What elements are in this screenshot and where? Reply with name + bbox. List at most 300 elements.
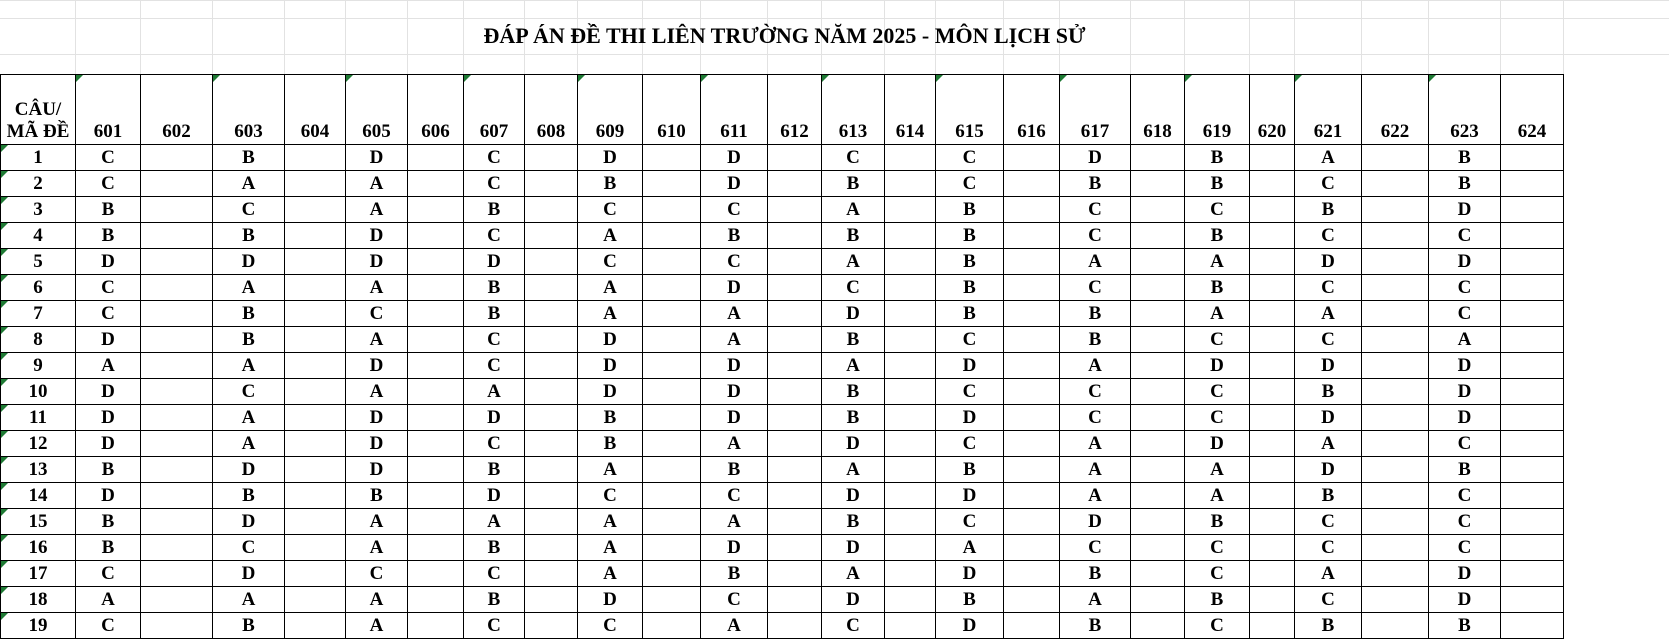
answer-cell[interactable] xyxy=(1250,353,1295,379)
answer-cell[interactable] xyxy=(1004,613,1060,639)
answer-cell[interactable] xyxy=(1004,145,1060,171)
answer-cell[interactable]: A xyxy=(578,301,643,327)
answer-cell[interactable]: C xyxy=(1429,483,1501,509)
answer-cell[interactable]: D xyxy=(822,301,885,327)
answer-cell[interactable] xyxy=(768,249,822,275)
answer-cell[interactable]: C xyxy=(1060,535,1131,561)
answer-cell[interactable] xyxy=(885,613,936,639)
answer-cell[interactable] xyxy=(1004,431,1060,457)
answer-cell[interactable]: A xyxy=(346,535,408,561)
answer-cell[interactable] xyxy=(285,535,346,561)
answer-cell[interactable] xyxy=(768,535,822,561)
answer-cell[interactable] xyxy=(643,457,701,483)
answer-cell[interactable]: A xyxy=(1060,457,1131,483)
answer-cell[interactable]: B xyxy=(822,171,885,197)
answer-cell[interactable] xyxy=(1004,457,1060,483)
answer-cell[interactable] xyxy=(643,509,701,535)
answer-cell[interactable] xyxy=(1131,145,1185,171)
answer-cell[interactable]: C xyxy=(1429,275,1501,301)
answer-cell[interactable] xyxy=(525,275,578,301)
answer-cell[interactable]: D xyxy=(464,405,525,431)
answer-cell[interactable]: D xyxy=(76,327,141,353)
answer-cell[interactable]: C xyxy=(1185,197,1250,223)
answer-cell[interactable]: A xyxy=(578,535,643,561)
answer-cell[interactable] xyxy=(1362,145,1429,171)
answer-cell[interactable]: C xyxy=(936,431,1004,457)
answer-cell[interactable] xyxy=(1004,379,1060,405)
answer-cell[interactable]: A xyxy=(578,275,643,301)
answer-cell[interactable]: D xyxy=(578,327,643,353)
answer-cell[interactable] xyxy=(1131,587,1185,613)
answer-cell[interactable]: C xyxy=(1429,535,1501,561)
answer-cell[interactable]: B xyxy=(76,197,141,223)
answer-cell[interactable] xyxy=(141,171,213,197)
header-code-611[interactable]: 611 xyxy=(701,75,768,145)
answer-cell[interactable]: D xyxy=(701,405,768,431)
answer-cell[interactable]: C xyxy=(464,353,525,379)
answer-cell[interactable]: D xyxy=(822,587,885,613)
answer-cell[interactable] xyxy=(768,379,822,405)
answer-cell[interactable] xyxy=(525,457,578,483)
header-code-617[interactable]: 617 xyxy=(1060,75,1131,145)
answer-cell[interactable] xyxy=(408,171,464,197)
answer-cell[interactable] xyxy=(1501,509,1564,535)
answer-cell[interactable]: A xyxy=(213,353,285,379)
answer-cell[interactable]: A xyxy=(1060,431,1131,457)
answer-cell[interactable] xyxy=(141,275,213,301)
answer-cell[interactable]: C xyxy=(936,327,1004,353)
answer-cell[interactable]: C xyxy=(464,431,525,457)
answer-cell[interactable] xyxy=(408,561,464,587)
answer-cell[interactable]: C xyxy=(1295,509,1362,535)
answer-cell[interactable] xyxy=(768,509,822,535)
answer-cell[interactable] xyxy=(141,249,213,275)
answer-cell[interactable]: D xyxy=(464,249,525,275)
question-number-cell[interactable]: 1 xyxy=(1,145,76,171)
question-number-cell[interactable]: 11 xyxy=(1,405,76,431)
header-code-616[interactable]: 616 xyxy=(1004,75,1060,145)
answer-cell[interactable]: B xyxy=(213,483,285,509)
answer-cell[interactable]: B xyxy=(1429,457,1501,483)
answer-cell[interactable]: D xyxy=(1429,353,1501,379)
answer-cell[interactable] xyxy=(1131,535,1185,561)
answer-cell[interactable] xyxy=(768,431,822,457)
header-code-609[interactable]: 609 xyxy=(578,75,643,145)
answer-cell[interactable]: C xyxy=(346,301,408,327)
answer-cell[interactable] xyxy=(768,275,822,301)
answer-cell[interactable] xyxy=(1250,379,1295,405)
answer-cell[interactable]: D xyxy=(936,405,1004,431)
answer-cell[interactable] xyxy=(141,353,213,379)
answer-cell[interactable]: B xyxy=(464,535,525,561)
answer-cell[interactable]: D xyxy=(701,535,768,561)
answer-cell[interactable]: B xyxy=(1295,379,1362,405)
header-code-612[interactable]: 612 xyxy=(768,75,822,145)
answer-cell[interactable] xyxy=(885,509,936,535)
answer-cell[interactable] xyxy=(1004,561,1060,587)
answer-cell[interactable]: B xyxy=(464,301,525,327)
answer-cell[interactable] xyxy=(1131,327,1185,353)
answer-cell[interactable] xyxy=(525,145,578,171)
answer-cell[interactable] xyxy=(885,223,936,249)
answer-cell[interactable] xyxy=(643,171,701,197)
answer-cell[interactable]: C xyxy=(1060,405,1131,431)
answer-cell[interactable] xyxy=(1362,613,1429,639)
answer-cell[interactable] xyxy=(1131,431,1185,457)
answer-cell[interactable]: D xyxy=(213,249,285,275)
header-code-607[interactable]: 607 xyxy=(464,75,525,145)
answer-cell[interactable] xyxy=(643,379,701,405)
answer-cell[interactable]: B xyxy=(1185,171,1250,197)
answer-cell[interactable] xyxy=(408,145,464,171)
answer-cell[interactable]: B xyxy=(701,561,768,587)
answer-cell[interactable]: A xyxy=(76,587,141,613)
header-code-620[interactable]: 620 xyxy=(1250,75,1295,145)
answer-cell[interactable] xyxy=(1501,379,1564,405)
answer-cell[interactable]: C xyxy=(1429,223,1501,249)
answer-cell[interactable]: B xyxy=(936,275,1004,301)
answer-cell[interactable] xyxy=(285,327,346,353)
answer-cell[interactable] xyxy=(885,587,936,613)
answer-cell[interactable] xyxy=(1131,613,1185,639)
answer-cell[interactable] xyxy=(768,587,822,613)
header-code-624[interactable]: 624 xyxy=(1501,75,1564,145)
answer-cell[interactable] xyxy=(141,405,213,431)
answer-cell[interactable]: D xyxy=(701,379,768,405)
answer-cell[interactable] xyxy=(768,483,822,509)
answer-cell[interactable]: B xyxy=(701,223,768,249)
answer-cell[interactable] xyxy=(285,379,346,405)
answer-cell[interactable]: D xyxy=(1429,587,1501,613)
answer-cell[interactable]: C xyxy=(1060,197,1131,223)
answer-cell[interactable]: B xyxy=(346,483,408,509)
answer-cell[interactable]: D xyxy=(1295,249,1362,275)
answer-cell[interactable]: A xyxy=(346,171,408,197)
answer-cell[interactable] xyxy=(1501,587,1564,613)
question-number-cell[interactable]: 16 xyxy=(1,535,76,561)
answer-cell[interactable]: A xyxy=(346,509,408,535)
answer-cell[interactable] xyxy=(1362,483,1429,509)
answer-cell[interactable] xyxy=(1131,379,1185,405)
answer-cell[interactable] xyxy=(525,431,578,457)
answer-cell[interactable]: A xyxy=(213,587,285,613)
answer-cell[interactable]: A xyxy=(346,379,408,405)
answer-cell[interactable] xyxy=(1004,275,1060,301)
answer-cell[interactable]: C xyxy=(213,379,285,405)
answer-cell[interactable] xyxy=(643,223,701,249)
answer-cell[interactable]: A xyxy=(213,431,285,457)
answer-cell[interactable]: A xyxy=(346,327,408,353)
answer-cell[interactable]: D xyxy=(1185,353,1250,379)
answer-cell[interactable]: A xyxy=(822,249,885,275)
answer-cell[interactable] xyxy=(885,301,936,327)
answer-cell[interactable]: B xyxy=(1060,301,1131,327)
answer-cell[interactable]: D xyxy=(76,379,141,405)
answer-cell[interactable] xyxy=(1501,197,1564,223)
answer-cell[interactable] xyxy=(1004,197,1060,223)
answer-cell[interactable] xyxy=(643,145,701,171)
answer-cell[interactable] xyxy=(1250,483,1295,509)
answer-cell[interactable]: B xyxy=(936,457,1004,483)
answer-cell[interactable]: A xyxy=(1295,561,1362,587)
answer-cell[interactable]: C xyxy=(1185,613,1250,639)
question-number-cell[interactable]: 14 xyxy=(1,483,76,509)
answer-cell[interactable] xyxy=(1131,197,1185,223)
question-number-cell[interactable]: 4 xyxy=(1,223,76,249)
answer-cell[interactable] xyxy=(408,223,464,249)
answer-cell[interactable] xyxy=(408,405,464,431)
answer-cell[interactable]: D xyxy=(346,405,408,431)
answer-cell[interactable] xyxy=(1004,327,1060,353)
answer-cell[interactable] xyxy=(1501,223,1564,249)
answer-cell[interactable] xyxy=(408,197,464,223)
header-code-621[interactable]: 621 xyxy=(1295,75,1362,145)
answer-cell[interactable]: C xyxy=(936,379,1004,405)
answer-cell[interactable]: D xyxy=(936,561,1004,587)
answer-cell[interactable]: B xyxy=(213,613,285,639)
answer-cell[interactable] xyxy=(1004,249,1060,275)
answer-cell[interactable] xyxy=(1250,561,1295,587)
answer-cell[interactable]: D xyxy=(936,613,1004,639)
answer-cell[interactable] xyxy=(285,561,346,587)
answer-cell[interactable] xyxy=(1250,171,1295,197)
answer-cell[interactable] xyxy=(525,301,578,327)
answer-cell[interactable]: D xyxy=(1185,431,1250,457)
answer-cell[interactable]: D xyxy=(822,431,885,457)
answer-cell[interactable]: B xyxy=(936,301,1004,327)
answer-cell[interactable]: B xyxy=(822,379,885,405)
answer-cell[interactable]: C xyxy=(1060,379,1131,405)
answer-cell[interactable] xyxy=(1131,405,1185,431)
answer-cell[interactable] xyxy=(1250,275,1295,301)
answer-cell[interactable]: A xyxy=(1060,483,1131,509)
answer-cell[interactable]: A xyxy=(578,561,643,587)
answer-cell[interactable] xyxy=(1501,249,1564,275)
answer-cell[interactable] xyxy=(408,431,464,457)
answer-cell[interactable]: C xyxy=(76,613,141,639)
answer-cell[interactable] xyxy=(1362,249,1429,275)
answer-cell[interactable] xyxy=(1131,301,1185,327)
answer-cell[interactable] xyxy=(768,405,822,431)
answer-cell[interactable]: A xyxy=(1185,249,1250,275)
answer-cell[interactable] xyxy=(1250,431,1295,457)
answer-cell[interactable] xyxy=(885,145,936,171)
answer-cell[interactable]: B xyxy=(1185,587,1250,613)
question-number-cell[interactable]: 12 xyxy=(1,431,76,457)
answer-cell[interactable] xyxy=(768,301,822,327)
answer-cell[interactable] xyxy=(1501,561,1564,587)
answer-cell[interactable]: B xyxy=(1185,275,1250,301)
header-code-623[interactable]: 623 xyxy=(1429,75,1501,145)
header-code-613[interactable]: 613 xyxy=(822,75,885,145)
answer-cell[interactable]: C xyxy=(1185,561,1250,587)
answer-cell[interactable]: C xyxy=(76,275,141,301)
answer-cell[interactable]: C xyxy=(1185,405,1250,431)
answer-cell[interactable]: D xyxy=(1429,249,1501,275)
answer-cell[interactable] xyxy=(1004,353,1060,379)
answer-cell[interactable] xyxy=(285,431,346,457)
answer-cell[interactable] xyxy=(1501,171,1564,197)
answer-cell[interactable] xyxy=(1362,223,1429,249)
header-code-608[interactable]: 608 xyxy=(525,75,578,145)
answer-cell[interactable]: D xyxy=(822,535,885,561)
answer-cell[interactable] xyxy=(408,509,464,535)
answer-cell[interactable] xyxy=(1004,171,1060,197)
header-code-610[interactable]: 610 xyxy=(643,75,701,145)
answer-cell[interactable] xyxy=(643,561,701,587)
answer-cell[interactable]: A xyxy=(578,457,643,483)
answer-cell[interactable]: A xyxy=(701,613,768,639)
answer-cell[interactable]: C xyxy=(464,613,525,639)
answer-cell[interactable]: B xyxy=(701,457,768,483)
answer-cell[interactable] xyxy=(285,145,346,171)
answer-cell[interactable] xyxy=(885,483,936,509)
answer-cell[interactable] xyxy=(141,483,213,509)
answer-cell[interactable] xyxy=(1004,223,1060,249)
answer-cell[interactable] xyxy=(525,197,578,223)
answer-cell[interactable]: D xyxy=(1429,405,1501,431)
answer-cell[interactable]: C xyxy=(1060,275,1131,301)
answer-cell[interactable] xyxy=(1362,509,1429,535)
answer-cell[interactable] xyxy=(1501,145,1564,171)
answer-cell[interactable]: D xyxy=(1429,379,1501,405)
answer-cell[interactable]: B xyxy=(1185,223,1250,249)
question-number-cell[interactable]: 15 xyxy=(1,509,76,535)
answer-cell[interactable]: C xyxy=(701,197,768,223)
answer-cell[interactable]: D xyxy=(936,353,1004,379)
answer-cell[interactable]: C xyxy=(76,171,141,197)
answer-cell[interactable] xyxy=(525,405,578,431)
answer-cell[interactable] xyxy=(285,613,346,639)
answer-cell[interactable]: B xyxy=(822,509,885,535)
answer-cell[interactable] xyxy=(768,145,822,171)
answer-cell[interactable] xyxy=(1362,327,1429,353)
answer-cell[interactable] xyxy=(1250,457,1295,483)
answer-cell[interactable] xyxy=(1131,171,1185,197)
header-code-601[interactable]: 601 xyxy=(76,75,141,145)
answer-cell[interactable]: C xyxy=(1185,535,1250,561)
header-code-614[interactable]: 614 xyxy=(885,75,936,145)
answer-cell[interactable] xyxy=(1501,483,1564,509)
answer-cell[interactable]: B xyxy=(936,249,1004,275)
header-code-604[interactable]: 604 xyxy=(285,75,346,145)
answer-cell[interactable] xyxy=(1501,613,1564,639)
question-number-cell[interactable]: 6 xyxy=(1,275,76,301)
answer-cell[interactable]: D xyxy=(76,483,141,509)
answer-cell[interactable]: B xyxy=(1060,327,1131,353)
answer-cell[interactable] xyxy=(1501,327,1564,353)
question-number-cell[interactable]: 9 xyxy=(1,353,76,379)
answer-cell[interactable]: D xyxy=(1060,145,1131,171)
answer-cell[interactable]: B xyxy=(1429,145,1501,171)
answer-cell[interactable]: D xyxy=(76,405,141,431)
answer-cell[interactable] xyxy=(1004,587,1060,613)
answer-cell[interactable] xyxy=(408,301,464,327)
answer-cell[interactable] xyxy=(1501,535,1564,561)
answer-cell[interactable] xyxy=(643,483,701,509)
answer-cell[interactable]: B xyxy=(464,275,525,301)
answer-cell[interactable] xyxy=(1250,405,1295,431)
answer-cell[interactable]: C xyxy=(213,197,285,223)
answer-cell[interactable]: A xyxy=(822,457,885,483)
answer-cell[interactable] xyxy=(141,327,213,353)
answer-cell[interactable]: C xyxy=(1429,301,1501,327)
answer-cell[interactable]: D xyxy=(346,353,408,379)
answer-cell[interactable] xyxy=(1131,509,1185,535)
answer-cell[interactable]: B xyxy=(213,145,285,171)
answer-cell[interactable]: C xyxy=(578,483,643,509)
answer-cell[interactable] xyxy=(768,353,822,379)
answer-cell[interactable] xyxy=(1362,353,1429,379)
answer-cell[interactable] xyxy=(643,613,701,639)
answer-cell[interactable] xyxy=(885,379,936,405)
answer-cell[interactable] xyxy=(1250,301,1295,327)
answer-cell[interactable] xyxy=(1250,509,1295,535)
answer-cell[interactable] xyxy=(285,457,346,483)
question-number-cell[interactable]: 17 xyxy=(1,561,76,587)
answer-cell[interactable]: B xyxy=(464,197,525,223)
answer-cell[interactable] xyxy=(885,249,936,275)
answer-cell[interactable] xyxy=(885,171,936,197)
answer-cell[interactable] xyxy=(525,561,578,587)
answer-cell[interactable]: B xyxy=(76,223,141,249)
answer-cell[interactable]: D xyxy=(1429,197,1501,223)
answer-cell[interactable] xyxy=(1501,275,1564,301)
answer-cell[interactable] xyxy=(141,379,213,405)
header-code-615[interactable]: 615 xyxy=(936,75,1004,145)
answer-cell[interactable]: B xyxy=(822,405,885,431)
answer-cell[interactable]: A xyxy=(1060,587,1131,613)
answer-cell[interactable] xyxy=(408,249,464,275)
answer-cell[interactable]: C xyxy=(578,249,643,275)
answer-cell[interactable] xyxy=(768,561,822,587)
answer-cell[interactable]: D xyxy=(76,249,141,275)
header-code-619[interactable]: 619 xyxy=(1185,75,1250,145)
answer-cell[interactable] xyxy=(1250,535,1295,561)
answer-cell[interactable]: A xyxy=(578,223,643,249)
answer-cell[interactable] xyxy=(1004,509,1060,535)
answer-cell[interactable]: A xyxy=(346,275,408,301)
answer-cell[interactable] xyxy=(285,587,346,613)
answer-cell[interactable] xyxy=(141,587,213,613)
answer-cell[interactable] xyxy=(643,301,701,327)
answer-cell[interactable]: A xyxy=(213,171,285,197)
answer-cell[interactable] xyxy=(1501,457,1564,483)
answer-cell[interactable]: B xyxy=(213,327,285,353)
answer-cell[interactable]: B xyxy=(1185,509,1250,535)
answer-cell[interactable] xyxy=(285,509,346,535)
answer-cell[interactable] xyxy=(885,561,936,587)
answer-cell[interactable]: B xyxy=(213,301,285,327)
answer-cell[interactable]: C xyxy=(76,301,141,327)
answer-cell[interactable] xyxy=(1131,353,1185,379)
answer-cell[interactable]: D xyxy=(346,145,408,171)
answer-cell[interactable]: D xyxy=(1295,457,1362,483)
answer-cell[interactable] xyxy=(643,249,701,275)
answer-cell[interactable] xyxy=(141,561,213,587)
answer-cell[interactable]: D xyxy=(76,431,141,457)
answer-cell[interactable]: A xyxy=(213,275,285,301)
answer-cell[interactable] xyxy=(768,171,822,197)
answer-cell[interactable]: A xyxy=(822,561,885,587)
answer-cell[interactable] xyxy=(1362,275,1429,301)
answer-cell[interactable] xyxy=(408,353,464,379)
answer-cell[interactable]: D xyxy=(701,145,768,171)
question-number-cell[interactable]: 13 xyxy=(1,457,76,483)
answer-cell[interactable]: A xyxy=(76,353,141,379)
header-question-code-cell[interactable] xyxy=(1,75,76,145)
answer-cell[interactable] xyxy=(1501,431,1564,457)
